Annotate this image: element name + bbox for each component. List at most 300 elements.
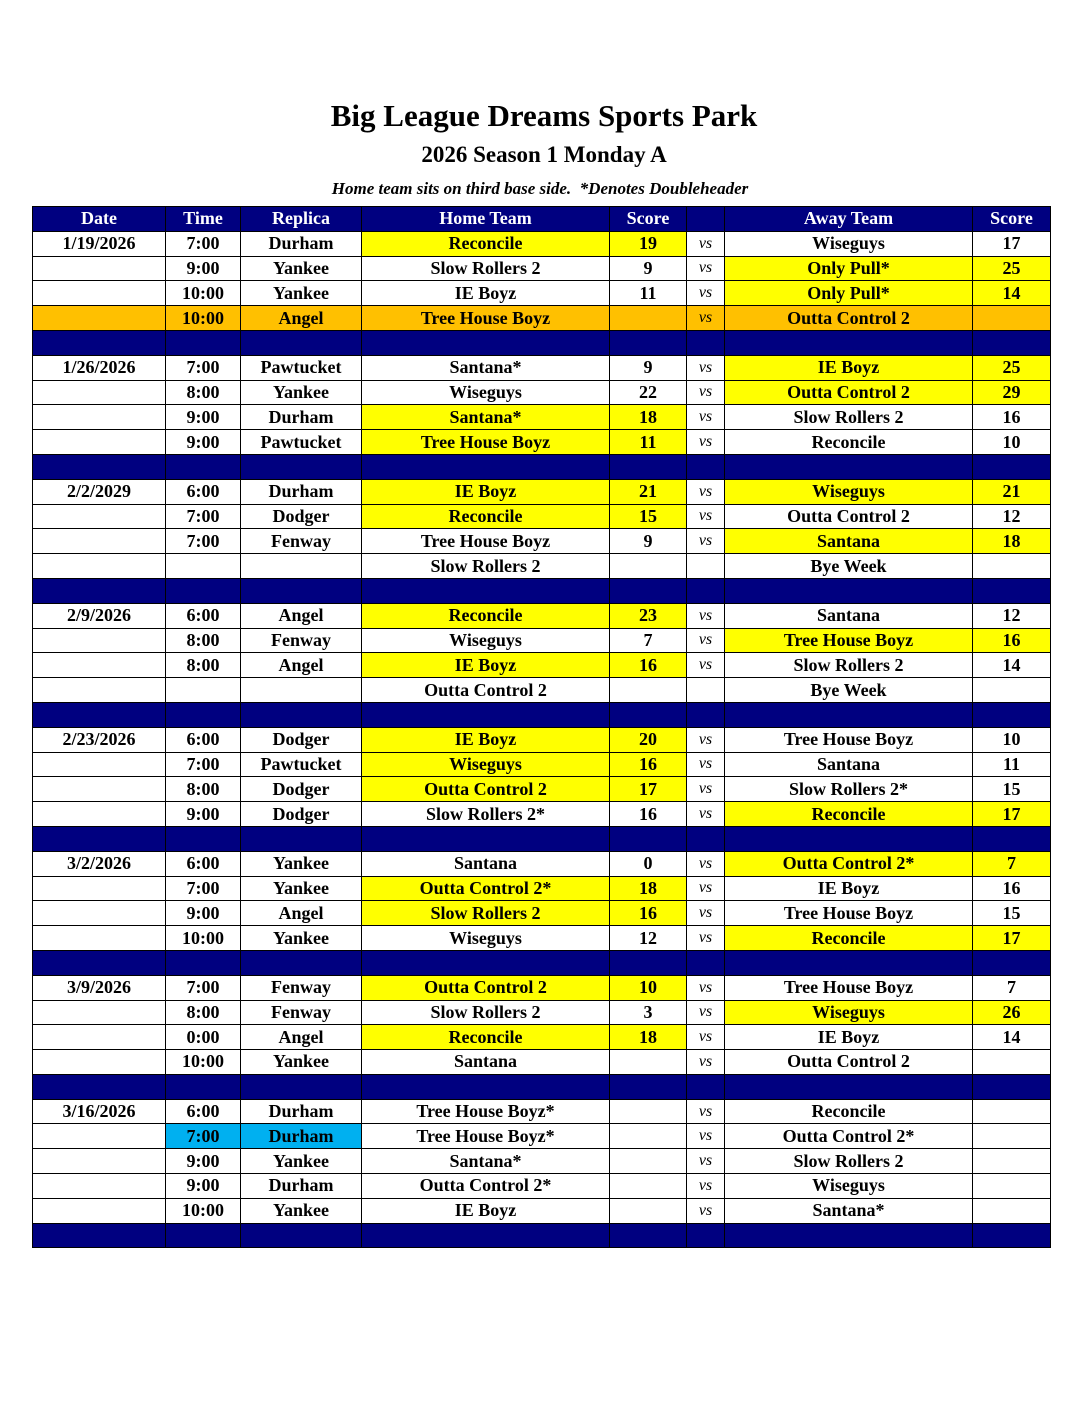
- vs-cell: vs: [687, 752, 725, 777]
- separator-cell: [241, 826, 362, 851]
- separator-cell: [241, 702, 362, 727]
- home-score-cell: 16: [610, 653, 687, 678]
- separator-cell: [241, 454, 362, 479]
- separator-cell: [33, 950, 166, 975]
- vs-cell: vs: [687, 851, 725, 876]
- vs-cell: vs: [687, 1174, 725, 1199]
- home-team-cell: Santana*: [362, 405, 610, 430]
- date-cell: [33, 653, 166, 678]
- game-row: [33, 231, 1051, 256]
- home-team-cell: Wiseguys: [362, 926, 610, 951]
- replica-cell: Fenway: [241, 975, 362, 1000]
- home-score-cell: 16: [610, 901, 687, 926]
- away-score-cell: 17: [973, 926, 1051, 951]
- replica-cell: Yankee: [241, 1198, 362, 1223]
- date-cell: 2/23/2026: [33, 727, 166, 752]
- replica-cell: Fenway: [241, 628, 362, 653]
- separator-cell: [33, 702, 166, 727]
- separator-cell: [241, 1074, 362, 1099]
- home-team-cell: Reconcile: [362, 603, 610, 628]
- date-cell: 2/9/2026: [33, 603, 166, 628]
- home-team-cell: Slow Rollers 2: [362, 1000, 610, 1025]
- home-team-cell: Slow Rollers 2: [362, 554, 610, 579]
- date-cell: [33, 554, 166, 579]
- vs-cell: vs: [687, 405, 725, 430]
- separator-cell: [33, 330, 166, 355]
- game-row: [33, 1149, 1051, 1174]
- home-team-cell: IE Boyz: [362, 281, 610, 306]
- separator-cell: [973, 702, 1051, 727]
- game-row: [33, 430, 1051, 455]
- schedule-table: [32, 206, 1051, 1248]
- game-row: [33, 802, 1051, 827]
- away-team-cell: Tree House Boyz: [725, 727, 973, 752]
- separator-cell: [973, 330, 1051, 355]
- away-team-cell: Only Pull*: [725, 256, 973, 281]
- game-row: [33, 1174, 1051, 1199]
- time-cell: 9:00: [166, 1174, 241, 1199]
- separator-cell: [973, 1074, 1051, 1099]
- vs-cell: [687, 678, 725, 703]
- home-score-cell: 18: [610, 405, 687, 430]
- week-separator-row: [33, 1223, 1051, 1248]
- away-score-cell: 14: [973, 281, 1051, 306]
- home-team-cell: Reconcile: [362, 231, 610, 256]
- separator-cell: [687, 1074, 725, 1099]
- home-score-cell: 3: [610, 1000, 687, 1025]
- time-cell: 8:00: [166, 380, 241, 405]
- time-cell: 9:00: [166, 256, 241, 281]
- game-row: [33, 479, 1051, 504]
- away-team-cell: Santana: [725, 752, 973, 777]
- away-score-cell: 29: [973, 380, 1051, 405]
- col-header-time: Time: [166, 207, 241, 232]
- vs-cell: vs: [687, 1099, 725, 1124]
- home-score-cell: 11: [610, 430, 687, 455]
- week-separator-row: [33, 454, 1051, 479]
- time-cell: 6:00: [166, 603, 241, 628]
- separator-cell: [973, 1223, 1051, 1248]
- week-separator-row: [33, 578, 1051, 603]
- separator-cell: [725, 1074, 973, 1099]
- replica-cell: Yankee: [241, 256, 362, 281]
- time-cell: 8:00: [166, 1000, 241, 1025]
- time-cell: 6:00: [166, 727, 241, 752]
- separator-cell: [241, 578, 362, 603]
- time-cell: 10:00: [166, 926, 241, 951]
- home-team-cell: IE Boyz: [362, 479, 610, 504]
- vs-cell: vs: [687, 777, 725, 802]
- home-score-cell: 18: [610, 1025, 687, 1050]
- home-team-cell: Tree House Boyz*: [362, 1099, 610, 1124]
- separator-cell: [725, 1223, 973, 1248]
- separator-cell: [166, 330, 241, 355]
- home-team-cell: Outta Control 2: [362, 678, 610, 703]
- col-header-date: Date: [33, 207, 166, 232]
- away-score-cell: [973, 1174, 1051, 1199]
- date-cell: [33, 1025, 166, 1050]
- away-score-cell: 17: [973, 231, 1051, 256]
- home-score-cell: 15: [610, 504, 687, 529]
- separator-cell: [725, 454, 973, 479]
- vs-cell: vs: [687, 1198, 725, 1223]
- home-team-cell: Outta Control 2: [362, 975, 610, 1000]
- game-row: [33, 975, 1051, 1000]
- date-cell: 1/19/2026: [33, 231, 166, 256]
- home-score-cell: [610, 554, 687, 579]
- replica-cell: Dodger: [241, 727, 362, 752]
- separator-cell: [166, 702, 241, 727]
- game-row: [33, 554, 1051, 579]
- game-row: [33, 851, 1051, 876]
- away-score-cell: 14: [973, 1025, 1051, 1050]
- game-row: [33, 281, 1051, 306]
- separator-cell: [166, 1223, 241, 1248]
- date-cell: [33, 430, 166, 455]
- home-score-cell: [610, 1099, 687, 1124]
- time-cell: 10:00: [166, 281, 241, 306]
- away-team-cell: Only Pull*: [725, 281, 973, 306]
- separator-cell: [610, 330, 687, 355]
- time-cell: 10:00: [166, 306, 241, 331]
- separator-cell: [687, 454, 725, 479]
- home-score-cell: [610, 678, 687, 703]
- away-score-cell: [973, 678, 1051, 703]
- separator-cell: [362, 330, 610, 355]
- away-score-cell: 15: [973, 777, 1051, 802]
- vs-cell: vs: [687, 926, 725, 951]
- away-score-cell: [973, 1099, 1051, 1124]
- date-cell: [33, 256, 166, 281]
- separator-cell: [241, 330, 362, 355]
- replica-cell: Fenway: [241, 1000, 362, 1025]
- away-team-cell: Santana: [725, 529, 973, 554]
- time-cell: 7:00: [166, 876, 241, 901]
- game-row: [33, 355, 1051, 380]
- time-cell: 7:00: [166, 752, 241, 777]
- vs-cell: vs: [687, 1149, 725, 1174]
- replica-cell: Dodger: [241, 777, 362, 802]
- game-row: [33, 1025, 1051, 1050]
- home-score-cell: [610, 1149, 687, 1174]
- game-row: [33, 405, 1051, 430]
- date-cell: [33, 529, 166, 554]
- time-cell: 6:00: [166, 1099, 241, 1124]
- away-score-cell: [973, 306, 1051, 331]
- separator-cell: [725, 578, 973, 603]
- separator-cell: [687, 702, 725, 727]
- away-team-cell: Outta Control 2*: [725, 851, 973, 876]
- home-team-cell: IE Boyz: [362, 1198, 610, 1223]
- game-row: [33, 752, 1051, 777]
- home-team-cell: Santana: [362, 851, 610, 876]
- separator-cell: [241, 1223, 362, 1248]
- vs-cell: vs: [687, 1124, 725, 1149]
- separator-cell: [166, 1074, 241, 1099]
- date-cell: [33, 281, 166, 306]
- away-team-cell: Bye Week: [725, 678, 973, 703]
- game-row: [33, 926, 1051, 951]
- separator-cell: [973, 826, 1051, 851]
- time-cell: [166, 554, 241, 579]
- vs-cell: vs: [687, 1025, 725, 1050]
- home-score-cell: 22: [610, 380, 687, 405]
- vs-cell: vs: [687, 504, 725, 529]
- game-row: [33, 529, 1051, 554]
- home-score-cell: 16: [610, 752, 687, 777]
- replica-cell: Pawtucket: [241, 752, 362, 777]
- replica-cell: Yankee: [241, 380, 362, 405]
- game-row: [33, 380, 1051, 405]
- date-cell: [33, 678, 166, 703]
- separator-cell: [973, 578, 1051, 603]
- vs-cell: vs: [687, 281, 725, 306]
- home-team-cell: Tree House Boyz: [362, 529, 610, 554]
- time-cell: 8:00: [166, 653, 241, 678]
- away-score-cell: 17: [973, 802, 1051, 827]
- schedule-note: Home team sits on third base side. *Denotes Doubleheader: [331, 179, 749, 198]
- home-score-cell: 17: [610, 777, 687, 802]
- separator-cell: [362, 1223, 610, 1248]
- home-score-cell: 9: [610, 529, 687, 554]
- week-separator-row: [33, 702, 1051, 727]
- page-title: Big League Dreams Sports Park: [330, 98, 758, 133]
- game-row: [33, 1198, 1051, 1223]
- home-team-cell: Santana*: [362, 1149, 610, 1174]
- separator-cell: [362, 826, 610, 851]
- separator-cell: [166, 950, 241, 975]
- separator-cell: [973, 950, 1051, 975]
- replica-cell: Durham: [241, 1174, 362, 1199]
- date-cell: 3/2/2026: [33, 851, 166, 876]
- separator-cell: [362, 950, 610, 975]
- game-row: [33, 603, 1051, 628]
- vs-cell: vs: [687, 529, 725, 554]
- home-team-cell: Slow Rollers 2: [362, 256, 610, 281]
- col-header-home-score: Score: [610, 207, 687, 232]
- home-team-cell: Santana*: [362, 355, 610, 380]
- vs-cell: vs: [687, 802, 725, 827]
- away-score-cell: 11: [973, 752, 1051, 777]
- home-score-cell: 21: [610, 479, 687, 504]
- time-cell: 9:00: [166, 901, 241, 926]
- table-header-row: [33, 207, 1051, 232]
- time-cell: 7:00: [166, 975, 241, 1000]
- replica-cell: Dodger: [241, 504, 362, 529]
- game-row: [33, 504, 1051, 529]
- date-cell: 1/26/2026: [33, 355, 166, 380]
- away-team-cell: Tree House Boyz: [725, 975, 973, 1000]
- page-subtitle: 2026 Season 1 Monday A: [421, 142, 667, 167]
- away-team-cell: Wiseguys: [725, 1000, 973, 1025]
- home-team-cell: Outta Control 2*: [362, 1174, 610, 1199]
- date-cell: [33, 1124, 166, 1149]
- game-row: [33, 653, 1051, 678]
- home-score-cell: 16: [610, 802, 687, 827]
- date-cell: 3/9/2026: [33, 975, 166, 1000]
- separator-cell: [725, 950, 973, 975]
- away-score-cell: [973, 1124, 1051, 1149]
- away-score-cell: 12: [973, 603, 1051, 628]
- away-team-cell: IE Boyz: [725, 876, 973, 901]
- time-cell: 8:00: [166, 777, 241, 802]
- time-cell: 7:00: [166, 231, 241, 256]
- separator-cell: [362, 454, 610, 479]
- separator-cell: [610, 454, 687, 479]
- date-cell: [33, 405, 166, 430]
- away-score-cell: 15: [973, 901, 1051, 926]
- time-cell: [166, 678, 241, 703]
- replica-cell: Yankee: [241, 851, 362, 876]
- time-cell: 6:00: [166, 851, 241, 876]
- home-score-cell: 9: [610, 256, 687, 281]
- away-score-cell: [973, 554, 1051, 579]
- replica-cell: Angel: [241, 901, 362, 926]
- home-score-cell: 11: [610, 281, 687, 306]
- date-cell: [33, 628, 166, 653]
- time-cell: 9:00: [166, 1149, 241, 1174]
- game-row: [33, 1050, 1051, 1075]
- replica-cell: [241, 554, 362, 579]
- away-score-cell: 26: [973, 1000, 1051, 1025]
- away-team-cell: Wiseguys: [725, 231, 973, 256]
- time-cell: 9:00: [166, 405, 241, 430]
- game-row: [33, 628, 1051, 653]
- time-cell: 6:00: [166, 479, 241, 504]
- away-score-cell: 16: [973, 876, 1051, 901]
- date-cell: [33, 504, 166, 529]
- vs-cell: vs: [687, 975, 725, 1000]
- away-score-cell: 14: [973, 653, 1051, 678]
- separator-cell: [610, 702, 687, 727]
- away-team-cell: Reconcile: [725, 430, 973, 455]
- game-row: [33, 306, 1051, 331]
- home-team-cell: Santana: [362, 1050, 610, 1075]
- away-score-cell: 7: [973, 851, 1051, 876]
- replica-cell: Angel: [241, 653, 362, 678]
- separator-cell: [362, 1074, 610, 1099]
- separator-cell: [166, 826, 241, 851]
- separator-cell: [687, 578, 725, 603]
- game-row: [33, 901, 1051, 926]
- away-team-cell: Outta Control 2*: [725, 1124, 973, 1149]
- home-team-cell: IE Boyz: [362, 653, 610, 678]
- vs-cell: vs: [687, 1000, 725, 1025]
- separator-cell: [725, 826, 973, 851]
- separator-cell: [33, 1074, 166, 1099]
- separator-cell: [33, 1223, 166, 1248]
- time-cell: 7:00: [166, 504, 241, 529]
- away-score-cell: [973, 1198, 1051, 1223]
- away-score-cell: 10: [973, 430, 1051, 455]
- time-cell: 8:00: [166, 628, 241, 653]
- replica-cell: Fenway: [241, 529, 362, 554]
- vs-cell: vs: [687, 380, 725, 405]
- time-cell: 7:00: [166, 355, 241, 380]
- away-team-cell: Santana*: [725, 1198, 973, 1223]
- home-team-cell: Slow Rollers 2*: [362, 802, 610, 827]
- col-header-away-team: Away Team: [725, 207, 973, 232]
- replica-cell: [241, 678, 362, 703]
- separator-cell: [610, 1223, 687, 1248]
- home-score-cell: [610, 1174, 687, 1199]
- home-score-cell: 0: [610, 851, 687, 876]
- away-score-cell: 16: [973, 628, 1051, 653]
- vs-cell: vs: [687, 628, 725, 653]
- home-team-cell: IE Boyz: [362, 727, 610, 752]
- week-separator-row: [33, 826, 1051, 851]
- replica-cell: Durham: [241, 1099, 362, 1124]
- home-team-cell: Tree House Boyz: [362, 430, 610, 455]
- vs-cell: vs: [687, 479, 725, 504]
- home-team-cell: Reconcile: [362, 504, 610, 529]
- date-cell: [33, 1174, 166, 1199]
- home-team-cell: Wiseguys: [362, 628, 610, 653]
- time-cell: 7:00: [166, 1124, 241, 1149]
- game-row: [33, 876, 1051, 901]
- separator-cell: [687, 950, 725, 975]
- vs-cell: vs: [687, 653, 725, 678]
- away-score-cell: 7: [973, 975, 1051, 1000]
- replica-cell: Dodger: [241, 802, 362, 827]
- replica-cell: Angel: [241, 1025, 362, 1050]
- home-team-cell: Reconcile: [362, 1025, 610, 1050]
- date-cell: [33, 1050, 166, 1075]
- home-score-cell: 10: [610, 975, 687, 1000]
- away-team-cell: Reconcile: [725, 1099, 973, 1124]
- separator-cell: [610, 1074, 687, 1099]
- vs-cell: vs: [687, 306, 725, 331]
- separator-cell: [166, 454, 241, 479]
- time-cell: 10:00: [166, 1198, 241, 1223]
- away-team-cell: IE Boyz: [725, 355, 973, 380]
- separator-cell: [33, 826, 166, 851]
- separator-cell: [241, 950, 362, 975]
- away-team-cell: Wiseguys: [725, 1174, 973, 1199]
- home-team-cell: Wiseguys: [362, 752, 610, 777]
- away-team-cell: Reconcile: [725, 926, 973, 951]
- date-cell: [33, 876, 166, 901]
- vs-cell: vs: [687, 901, 725, 926]
- separator-cell: [610, 826, 687, 851]
- away-team-cell: Slow Rollers 2: [725, 1149, 973, 1174]
- date-cell: [33, 802, 166, 827]
- date-cell: [33, 1000, 166, 1025]
- vs-cell: vs: [687, 430, 725, 455]
- col-header-vs: [687, 207, 725, 232]
- separator-cell: [725, 330, 973, 355]
- away-team-cell: Wiseguys: [725, 479, 973, 504]
- vs-cell: vs: [687, 256, 725, 281]
- week-separator-row: [33, 330, 1051, 355]
- replica-cell: Durham: [241, 231, 362, 256]
- away-team-cell: Santana: [725, 603, 973, 628]
- replica-cell: Angel: [241, 306, 362, 331]
- game-row: [33, 1000, 1051, 1025]
- away-score-cell: 25: [973, 355, 1051, 380]
- separator-cell: [33, 454, 166, 479]
- col-header-home-team: Home Team: [362, 207, 610, 232]
- home-team-cell: Slow Rollers 2: [362, 901, 610, 926]
- away-team-cell: Outta Control 2: [725, 306, 973, 331]
- vs-cell: [687, 554, 725, 579]
- replica-cell: Yankee: [241, 1050, 362, 1075]
- away-team-cell: Outta Control 2: [725, 504, 973, 529]
- separator-cell: [610, 950, 687, 975]
- replica-cell: Angel: [241, 603, 362, 628]
- away-team-cell: Slow Rollers 2: [725, 653, 973, 678]
- date-cell: 2/2/2029: [33, 479, 166, 504]
